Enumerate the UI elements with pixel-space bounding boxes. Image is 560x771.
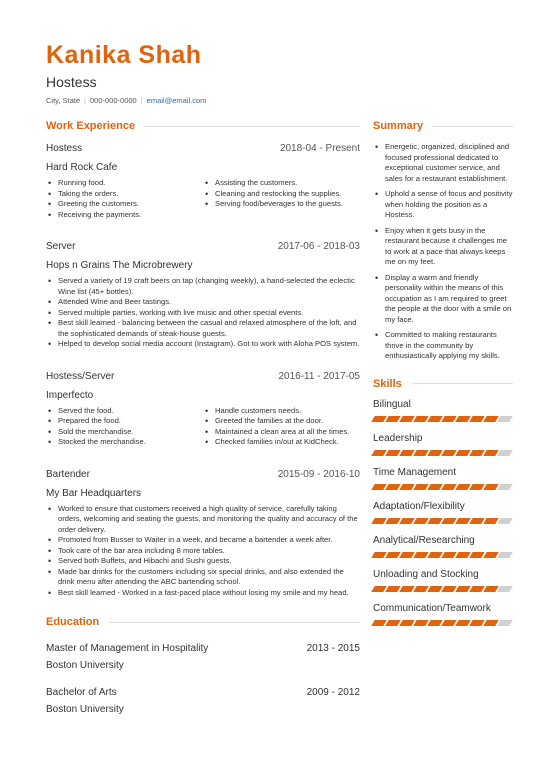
skill-meter-segment-empty bbox=[497, 518, 514, 524]
skills-list bbox=[373, 398, 513, 626]
summary-item: • Committed to making restaurants thrive in the community by enthusiastically applying my skills. bbox=[373, 330, 513, 362]
skill-meter-segment-empty bbox=[497, 620, 514, 626]
bullet-item: • Best skill learned - Worked in a fast-paced place without losing my smile and my head. bbox=[46, 588, 360, 599]
bullet-item: • Worked to ensure that customers received a high quality of service, carefully taking orders, welcoming and seating the guests, and monitoring the quality and accuracy of the order delivery. bbox=[46, 504, 360, 536]
summary-list bbox=[373, 142, 513, 362]
job-date: 2016-11 - 2017-05 bbox=[278, 370, 360, 382]
contact-line bbox=[46, 96, 516, 105]
job-entry bbox=[46, 370, 360, 448]
bullet-item: • Best skill learned - balancing between the casual and relaxed atmosphere of the loft, and the sophisticated demands of steak-house guests. bbox=[46, 318, 360, 339]
skill-name: Leadership bbox=[373, 432, 423, 444]
bullet-item: • Stocked the merchandise. bbox=[46, 437, 203, 448]
section-divider bbox=[145, 126, 360, 127]
skills-heading bbox=[373, 376, 513, 392]
skill-name: Time Management bbox=[373, 466, 456, 478]
candidate-name: Kanika Shah bbox=[46, 41, 202, 69]
job-header-row bbox=[46, 370, 360, 383]
skill-meter-segment-empty bbox=[497, 450, 514, 456]
skill-entry bbox=[373, 602, 513, 626]
skill-meter-segment-empty bbox=[497, 416, 514, 422]
education-list bbox=[46, 642, 360, 716]
skill-meter-segment-empty bbox=[497, 586, 514, 592]
contact-separator: | bbox=[140, 96, 143, 105]
work-experience-heading bbox=[46, 118, 360, 134]
bullet-item: • Handle customers needs. bbox=[203, 406, 360, 417]
bullet-item: • Serving food/beverages to the guests. bbox=[203, 199, 360, 210]
section-title: Summary bbox=[373, 120, 424, 132]
job-list bbox=[46, 142, 360, 598]
resume-header bbox=[46, 40, 516, 105]
summary-item: • Energetic, organized, disciplined and focused professional dedicated to exceptional customer service, and sales for a restaurant establishment. bbox=[373, 142, 513, 184]
skill-name: Communication/Teamwork bbox=[373, 602, 491, 614]
candidate-title: Hostess bbox=[46, 74, 97, 90]
skill-entry bbox=[373, 432, 513, 456]
bullet-list bbox=[203, 406, 360, 448]
summary-item: • Display a warm and friendly personality within the means of this occupation as I am required to greet the people at the door with a smile on my face. bbox=[373, 273, 513, 326]
bullet-item: • Made bar drinks for the customers including six special drinks, and also extended the drink menu after attending the ABC bartending school. bbox=[46, 567, 360, 588]
skill-meter bbox=[373, 484, 513, 490]
job-title: Server bbox=[46, 241, 76, 252]
education-row bbox=[46, 642, 360, 655]
skill-meter bbox=[373, 416, 513, 422]
skill-entry bbox=[373, 466, 513, 490]
bullet-item: • Promoted from Busser to Waiter in a week, and became a bartender a week after. bbox=[46, 535, 360, 546]
top-accent-bar bbox=[0, 0, 560, 6]
section-divider bbox=[109, 622, 360, 623]
contact-separator: | bbox=[84, 96, 86, 105]
education-entry bbox=[46, 686, 360, 716]
summary-block bbox=[373, 142, 513, 362]
job-company: My Bar Headquarters bbox=[46, 487, 142, 499]
bullet-item: • Served both Buffets, and Hibachi and Sushi guests. bbox=[46, 556, 360, 567]
job-header-row bbox=[46, 240, 360, 253]
bullet-item: • Served multiple parties, working with live music and other special events. bbox=[46, 308, 360, 319]
job-entry bbox=[46, 240, 360, 350]
bullet-item: • Took care of the bar area including 8 more tables. bbox=[46, 546, 360, 557]
job-company: Hops n Grains The Microbrewery bbox=[46, 260, 193, 271]
job-bullets-columns bbox=[46, 406, 360, 448]
bullet-item: • Served the food. bbox=[46, 406, 203, 417]
section-title: Skills bbox=[373, 377, 402, 390]
skill-meter bbox=[373, 518, 513, 524]
job-bullets-columns bbox=[46, 178, 360, 220]
contact-email-link[interactable]: email@email.com bbox=[146, 96, 207, 105]
summary-item: • Enjoy when it gets busy in the restaurant because it challenges me to work at a pace that always keeps me on my feet. bbox=[373, 226, 513, 268]
contact-city: City, State bbox=[46, 96, 81, 105]
education-heading bbox=[46, 614, 360, 630]
skill-entry bbox=[373, 534, 513, 558]
degree: Bachelor of Arts bbox=[46, 687, 117, 698]
skill-entry bbox=[373, 398, 513, 422]
summary-heading bbox=[373, 118, 513, 134]
bullet-item: • Cleaning and restocking the supplies. bbox=[203, 189, 360, 200]
section-title: Work Experience bbox=[46, 120, 136, 132]
education-date: 2009 - 2012 bbox=[306, 687, 360, 698]
job-title: Hostess bbox=[46, 143, 83, 154]
bullet-item: • Attended Wine and Beer tastings. bbox=[46, 297, 360, 308]
bullet-item: • Helped to develop social media account (Instagram). Got to work with Aloha POS system. bbox=[46, 339, 360, 350]
job-title: Bartender bbox=[46, 468, 90, 480]
summary-item: • Uphold a sense of focus and positivity when holding the position as a Hostess. bbox=[373, 189, 513, 221]
bullet-item: • Prepared the food. bbox=[46, 416, 203, 427]
school: Boston University bbox=[46, 704, 124, 715]
education-row bbox=[46, 686, 360, 699]
job-header-row bbox=[46, 468, 360, 481]
job-entry bbox=[46, 142, 360, 220]
education-entry bbox=[46, 642, 360, 672]
bullet-list bbox=[46, 276, 360, 350]
section-divider bbox=[433, 126, 513, 127]
skill-meter bbox=[373, 450, 513, 456]
job-date: 2017-06 - 2018-03 bbox=[277, 241, 360, 252]
section-title: Education bbox=[46, 616, 100, 628]
bullet-item: • Checked families in/out at KidCheck. bbox=[203, 437, 360, 448]
bullet-item: • Receiving the payments. bbox=[46, 210, 203, 221]
bullet-list bbox=[46, 406, 203, 448]
degree: Master of Management in Hospitality bbox=[46, 643, 209, 654]
section-divider bbox=[412, 383, 513, 384]
left-column bbox=[46, 118, 360, 716]
bullet-list bbox=[46, 178, 203, 220]
skill-meter bbox=[373, 586, 513, 592]
bullet-item: • Assisting the customers. bbox=[203, 178, 360, 189]
skill-meter-segment-empty bbox=[497, 484, 514, 490]
bullet-item: • Sold the merchandise. bbox=[46, 427, 203, 438]
skill-name: Adaptation/Flexibility bbox=[373, 500, 465, 512]
school: Boston University bbox=[46, 660, 124, 671]
skill-meter-segment-empty bbox=[497, 552, 514, 558]
education-date: 2013 - 2015 bbox=[306, 643, 360, 654]
bullet-item: • Greeted the families at the door. bbox=[203, 416, 360, 427]
bullet-item: • Taking the orders. bbox=[46, 189, 203, 200]
bullet-item: • Served a variety of 19 craft beers on tap (changing weekly), a hand-selected the eclectic Wine list (45+ bottles). bbox=[46, 276, 360, 297]
job-title: Hostess/Server bbox=[46, 370, 115, 382]
skill-entry bbox=[373, 500, 513, 524]
job-entry bbox=[46, 468, 360, 599]
skill-meter bbox=[373, 620, 513, 626]
skill-name: Unloading and Stocking bbox=[373, 568, 479, 580]
skill-meter bbox=[373, 552, 513, 558]
skill-entry bbox=[373, 568, 513, 592]
bullet-item: • Greeting the customers. bbox=[46, 199, 203, 210]
right-column bbox=[373, 118, 513, 626]
contact-phone: 000-000-0000 bbox=[90, 96, 137, 105]
job-date: 2015-09 - 2016-10 bbox=[277, 468, 360, 480]
skill-name: Bilingual bbox=[373, 398, 411, 410]
job-header-row bbox=[46, 142, 360, 155]
bullet-list bbox=[203, 178, 360, 220]
bullet-list bbox=[46, 504, 360, 599]
bullet-item: • Maintained a clean area at all the times. bbox=[203, 427, 360, 438]
bullet-item: • Running food. bbox=[46, 178, 203, 189]
job-company: Hard Rock Cafe bbox=[46, 162, 118, 173]
skill-name: Analytical/Researching bbox=[373, 534, 475, 546]
job-date: 2018-04 - Present bbox=[279, 143, 360, 154]
job-company: Imperfecto bbox=[46, 389, 94, 401]
